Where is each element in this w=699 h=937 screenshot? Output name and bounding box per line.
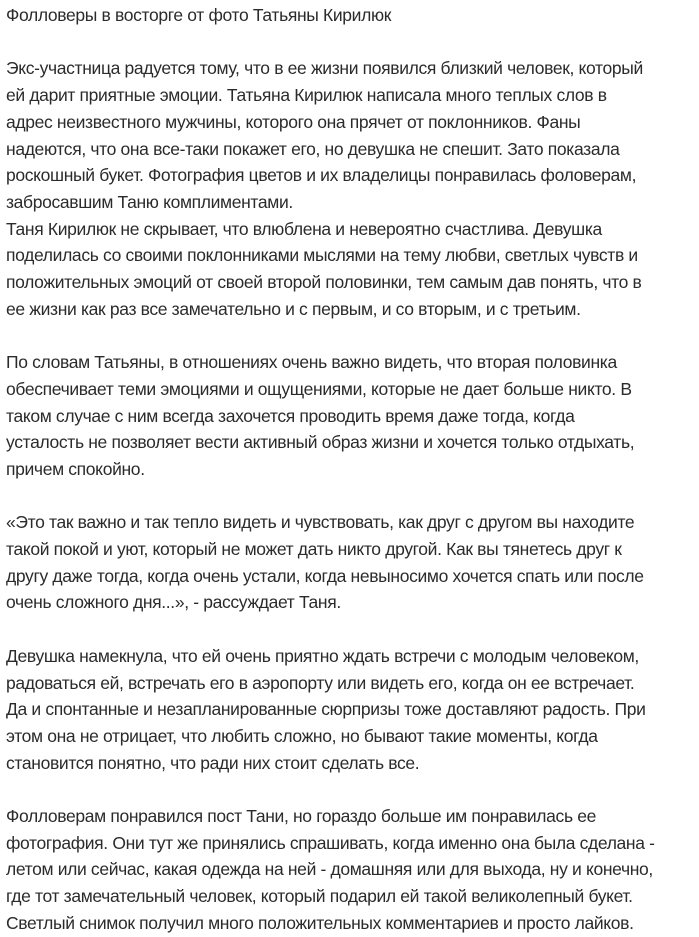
text-line: Светлый снимок получил много положительных комментариев и просто лайков. xyxy=(6,912,634,933)
text-line: Девушка намекнула, что ей очень приятно ждать встречи с молодым человеком, xyxy=(6,645,639,666)
text-line: этом она не отрицает, что любить сложно, но бывают такие моменты, когда xyxy=(6,725,598,746)
text-line: другу даже тогда, когда очень устали, когда невыносимо хочется спать или после xyxy=(6,565,644,586)
text-line: По словам Татьяны, в отношениях очень важно видеть, что вторая половинка xyxy=(6,352,617,373)
text-line: такой покой и уют, который не может дать никто другой. Как вы тянетесь друг к xyxy=(6,539,622,560)
text-line: адрес неизвестного мужчины, которого она прячет от поклонников. Фаны xyxy=(6,111,581,132)
text-line: таком случае с ним всегда захочется проводить время даже тогда, когда xyxy=(6,405,575,426)
text-line: причем спокойно. xyxy=(6,458,145,479)
text-line: становится понятно, что ради них стоит сделать все. xyxy=(6,752,420,773)
text-line: поделилась со своими поклонниками мыслями на тему любви, светлых чувств и xyxy=(6,245,638,266)
paragraph xyxy=(6,643,699,777)
text-line: Таня Кирилюк не скрывает, что влюблена и невероятно счастлива. Девушка xyxy=(6,218,602,239)
text-line: «Это так важно и так тепло видеть и чувствовать, как друг с другом вы находите xyxy=(6,512,635,533)
paragraph xyxy=(6,349,699,483)
paragraph xyxy=(6,803,699,937)
text-line: Экс-участница радуется тому, что в ее жизни появился близкий человек, который xyxy=(6,58,643,79)
text-line: роскошный букет. Фотография цветов и их владелицы понравилась фоловерам, xyxy=(6,165,637,186)
text-line: Да и спонтанные и незапланированные сюрпризы тоже доставляют радость. При xyxy=(6,699,646,720)
paragraph xyxy=(6,509,699,616)
text-line: забросавшим Таню комплиментами. xyxy=(6,191,293,212)
text-line: надеются, что она все-таки покажет его, но девушка не спешит. Зато показала xyxy=(6,138,620,159)
text-line: радоваться ей, встречать его в аэропорту или видеть его, когда он ее встречает. xyxy=(6,672,635,693)
text-line: Фолловерам понравился пост Тани, но гораздо больше им понравилась ее xyxy=(6,806,596,827)
text-line: усталость не позволяет вести активный образ жизни и хочется только отдыхать, xyxy=(6,432,635,453)
article-body xyxy=(6,55,699,936)
paragraph xyxy=(6,55,699,322)
text-line: положительных эмоций от своей второй половинки, тем самым дав понять, что в xyxy=(6,272,642,293)
text-line: ее жизни как раз все замечательно и с первым, и со вторым, и с третьим. xyxy=(6,298,581,319)
text-line: фотография. Они тут же принялись спрашивать, когда именно она была сделана - xyxy=(6,832,655,853)
text-line: обеспечивает теми эмоциями и ощущениями, которые не дает больше никто. В xyxy=(6,378,632,399)
text-line: летом или сейчас, какая одежда на ней - домашняя или для выхода, ну и конечно, xyxy=(6,859,653,880)
article-title: Фолловеры в восторге от фото Татьяны Кирилюк xyxy=(6,5,392,25)
text-line: ей дарит приятные эмоции. Татьяна Кирилюк написала много теплых слов в xyxy=(6,85,607,106)
text-line: где тот замечательный человек, который подарил ей такой великолепный букет. xyxy=(6,886,633,907)
text-line: очень сложного дня...», - рассуждает Таня. xyxy=(6,592,341,613)
